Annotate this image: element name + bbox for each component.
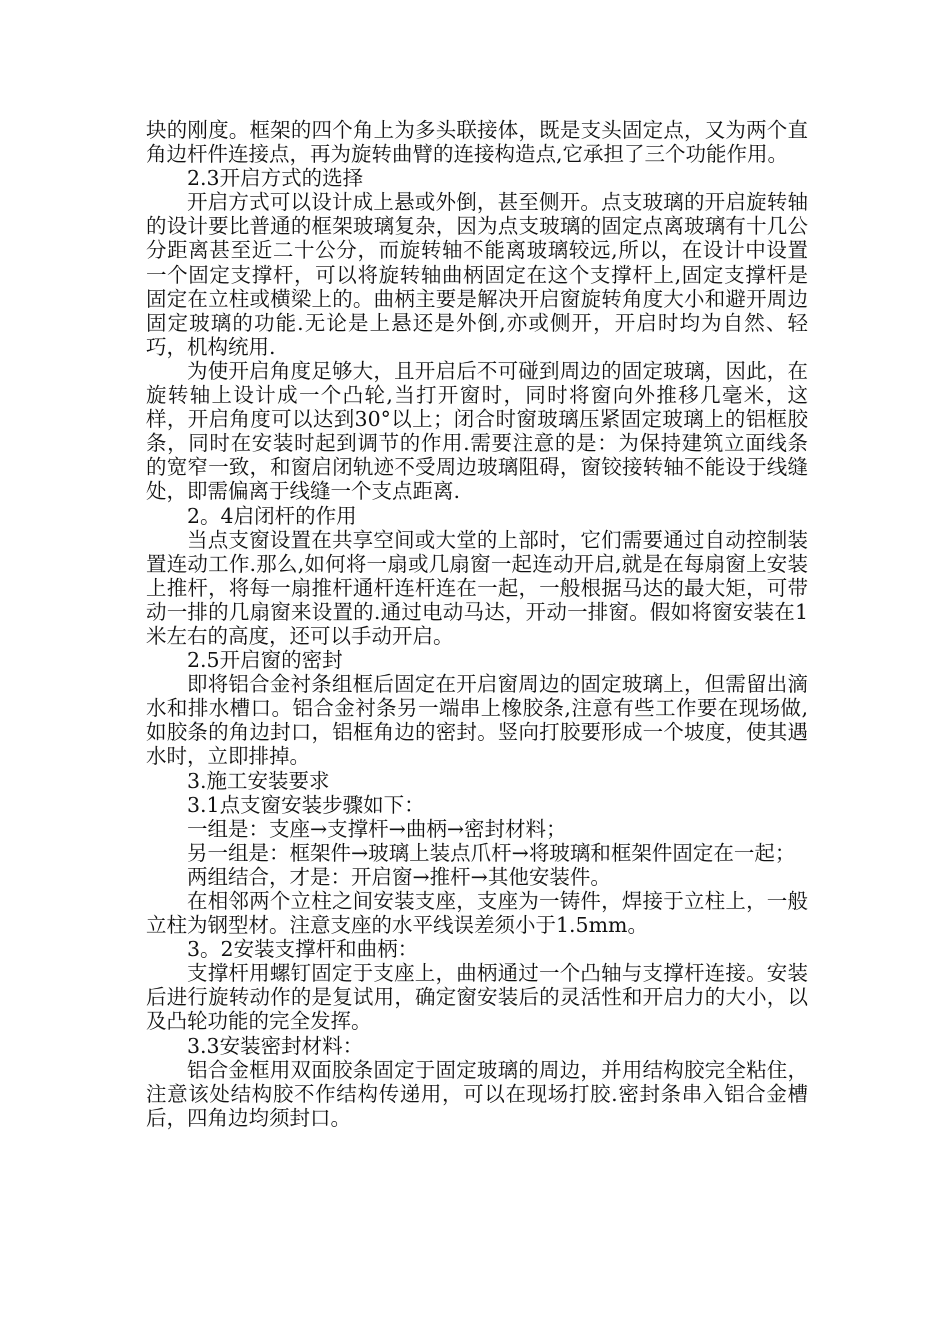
heading-3-1: 3.1点支窗安装步骤如下： — [187, 792, 425, 817]
heading-2-5: 2.5开启窗的密封 — [187, 648, 343, 673]
paragraph-opener-rod: 当点支窗设置在共享空间或大堂的上部时，它们需要通过自动控制装置连动工作.那么,如何将一扇或几扇窗一起连动开启,就是在每扇窗上安装上推杆，将每一扇推杆通杆连杆连在一起，一般根据马达的最大矩，可带动一排的几扇窗来设置的.通过电动马达，开动一排窗。假如将窗安装在1米左右的高度，还可以手动开启。 — [146, 527, 808, 648]
heading-3-3: 3.3安装密封材料： — [187, 1033, 364, 1058]
paragraph-frame-rigidity: 块的刚度。框架的四个角上为多头联接体，既是支头固定点，又为两个直角边杆件连接点，再为旋转曲臂的连接构造点,它承担了三个功能作用。 — [146, 118, 808, 167]
paragraph-group-one: 一组是：支座→支撑杆→曲柄→密封材料； — [187, 816, 567, 841]
paragraph-window-sealing: 即将铝合金衬条组框后固定在开启窗周边的固定玻璃上，但需留出滴水和排水槽口。铝合金衬条另一端串上橡胶条,注意有些工作要在现场做,如胶条的角边封口，铝框角边的密封。竖向打胶要形成一个坡度，使其遇水时，立即排掉。 — [146, 672, 808, 769]
paragraph-opening-angle: 为使开启角度足够大，且开启后不可碰到周边的固定玻璃，因此，在旋转轴上设计成一个凸轮,当打开窗时，同时将窗向外推移几毫米，这样，开启角度可以达到30°以上；闭合时窗玻璃压紧固定玻璃上的铝框胶条，同时在安装时起到调节的作用.需要注意的是：为保持建筑立面线条的宽窄一致，和窗启闭轨迹不受周边玻璃阻碍，窗铰接转轴不能设于线缝处，即需偏离于线缝一个支点距离. — [146, 358, 808, 504]
heading-3: 3.施工安装要求 — [187, 768, 330, 793]
document-body — [146, 118, 808, 1130]
heading-3-2: 3。2安装支撑杆和曲柄： — [187, 937, 419, 962]
paragraph-group-two: 另一组是：框架件→玻璃上装点爪杆→将玻璃和框架件固定在一起； — [187, 840, 796, 865]
paragraph-groups-combined: 两组结合，才是：开启窗→推杆→其他安装件。 — [187, 864, 611, 889]
heading-2-4: 2。4启闭杆的作用 — [187, 503, 357, 528]
heading-2-3: 2.3开启方式的选择 — [187, 166, 364, 191]
paragraph-rod-crank-install: 支撑杆用螺钉固定于支座上，曲柄通过一个凸轴与支撑杆连接。安装后进行旋转动作的是复试用，确定窗安装后的灵活性和开启力的大小，以及凸轮功能的完全发挥。 — [146, 961, 808, 1034]
paragraph-support-install: 在相邻两个立柱之间安装支座，支座为一铸件，焊接于立柱上，一般立柱为钢型材。注意支座的水平线误差须小于1.5mm。 — [146, 889, 808, 938]
paragraph-opening-methods: 开启方式可以设计成上悬或外倒，甚至侧开。点支玻璃的开启旋转轴的设计要比普通的框架玻璃复杂，因为点支玻璃的固定点离玻璃有十几公分距离甚至近二十公分，而旋转轴不能离玻璃较远,所以，在设计中设置一个固定支撑杆，可以将旋转轴曲柄固定在这个支撑杆上,固定支撑杆是固定在立柱或横梁上的。曲柄主要是解决开启窗旋转角度大小和避开周边固定玻璃的功能.无论是上悬还是外倒,亦或侧开，开启时均为自然、轻巧，机构统用. — [146, 190, 808, 359]
paragraph-seal-install: 铝合金框用双面胶条固定于固定玻璃的周边，并用结构胶完全粘住，注意该处结构胶不作结构传递用，可以在现场打胶.密封条串入铝合金槽后，四角边均须封口。 — [146, 1057, 808, 1130]
